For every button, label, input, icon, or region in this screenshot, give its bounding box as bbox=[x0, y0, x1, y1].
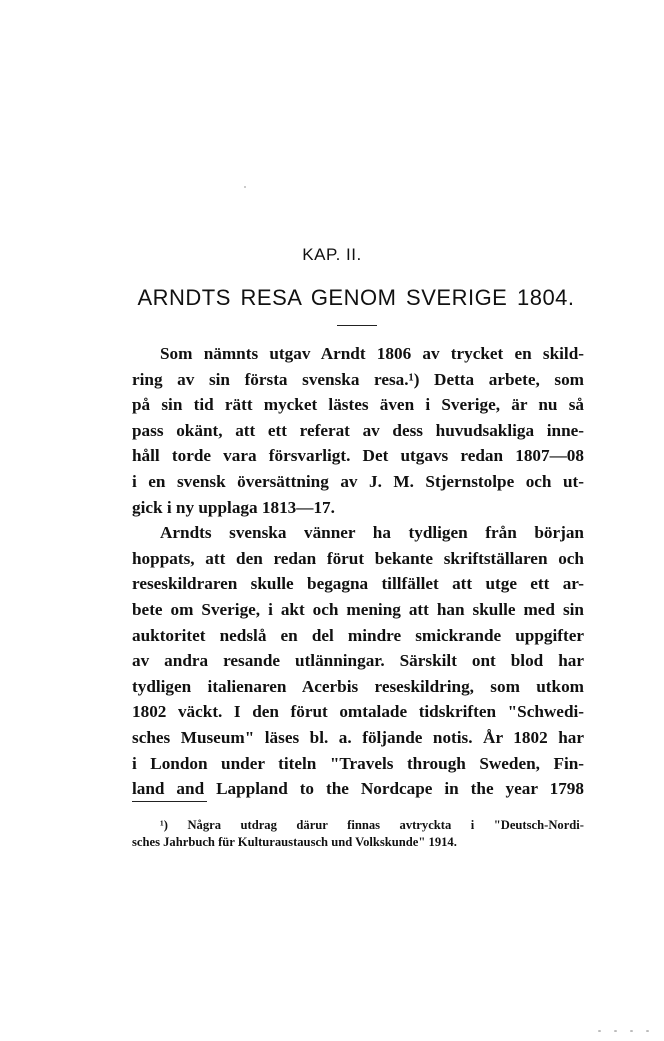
text-line: gick i ny upplaga 1813—17. bbox=[132, 497, 335, 517]
text-line: i en svensk översättning av J. M. Stjernstolpe och ut- bbox=[132, 471, 584, 491]
text-line: bete om Sverige, i akt och mening att han skulle med sin bbox=[132, 599, 584, 619]
print-speck bbox=[614, 1030, 617, 1032]
text-line: Som nämnts utgav Arndt 1806 av trycket en skild- bbox=[160, 344, 584, 363]
text-line: land and Lappland to the Nordcape in the year 1798 bbox=[132, 779, 584, 799]
text-line: hoppats, att den redan förut bekante skriftställaren och bbox=[132, 548, 584, 568]
text-line: håll torde vara försvarligt. Det utgavs redan 1807—08 bbox=[132, 446, 584, 466]
text-line: tydligen italienaren Acerbis reseskildring, som utkom bbox=[132, 676, 584, 696]
body-text bbox=[132, 341, 584, 802]
text-line: pass okänt, att ett referat av dess huvudsakliga inne- bbox=[132, 420, 584, 440]
footnote bbox=[132, 817, 584, 851]
footnote-line: ¹) Några utdrag därur finnas avtryckta i "Deutsch-Nordi- bbox=[160, 818, 584, 832]
chapter-title: ARNDTS RESA GENOM SVERIGE 1804. bbox=[137, 285, 575, 310]
text-line: Arndts svenska vänner ha tydligen från början bbox=[160, 523, 584, 543]
text-line: ring av sin första svenska resa.¹) Detta arbete, som bbox=[132, 369, 584, 389]
print-speck bbox=[244, 186, 246, 188]
text-line: reseskildraren skulle begagna tillfället att utge ett ar- bbox=[132, 574, 584, 594]
footnote-divider bbox=[132, 801, 207, 802]
footnote-line: sches Jahrbuch für Kulturaustausch und Volkskunde" 1914. bbox=[132, 835, 457, 849]
text-line: i London under titeln "Travels through Sweden, Fin- bbox=[132, 753, 584, 773]
text-line: på sin tid rätt mycket lästes även i Sverige, är nu så bbox=[132, 395, 584, 415]
title-divider bbox=[337, 325, 377, 326]
print-speck bbox=[598, 1030, 601, 1032]
chapter-label: KAP. II. bbox=[302, 245, 362, 264]
text-line: auktoritet nedslå en del mindre smickrande uppgifter bbox=[132, 625, 584, 645]
text-line: 1802 väckt. I den förut omtalade tidskriften "Schwedi- bbox=[132, 702, 584, 722]
text-line: av andra resande utlänningar. Särskilt ont blod har bbox=[132, 651, 584, 671]
print-speck bbox=[630, 1030, 633, 1032]
text-line: sches Museum" läses bl. a. följande notis. År 1802 har bbox=[132, 727, 584, 747]
print-speck bbox=[646, 1030, 649, 1032]
